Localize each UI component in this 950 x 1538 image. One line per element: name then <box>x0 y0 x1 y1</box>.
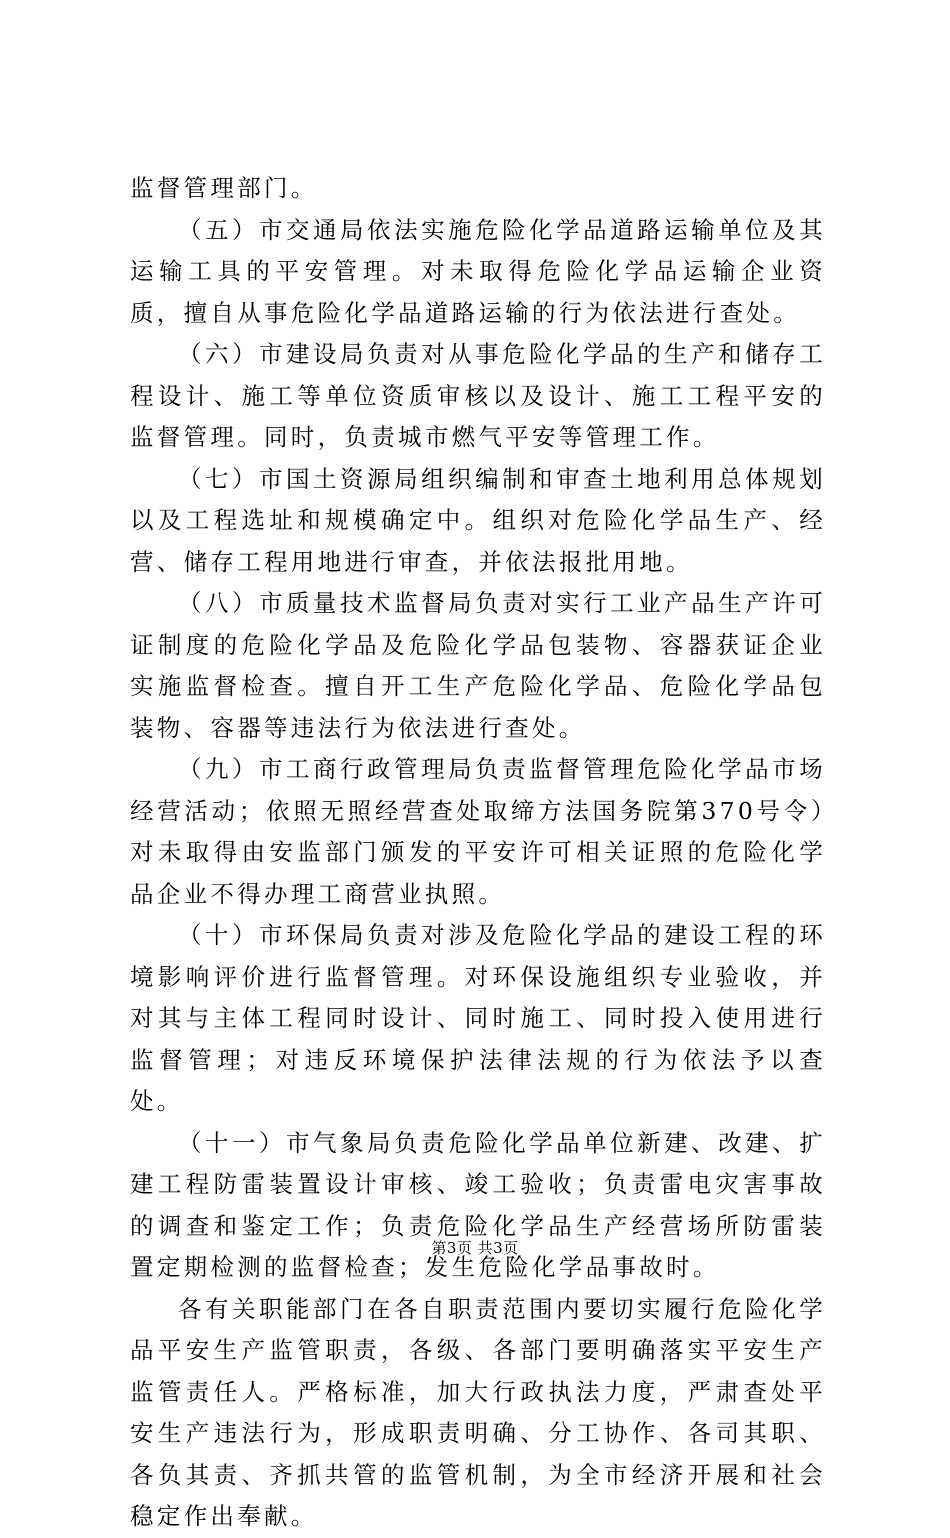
paragraph-closing-summary: 各有关职能部门在各自职责范围内要切实履行危险化学品平安生产监管职责，各级、各部门要明确落实平安生产监管责任人。严格标准，加大行政执法力度，严肃查处平安生产违法行为，形成职责明确、分工协作、各司其职、各负其责、齐抓共管的监管机制，为全市经济开展和社会稳定作出奉献。 <box>130 1294 826 1530</box>
page-number-footer: 第3页 共3页 <box>431 1239 519 1257</box>
paragraph-item-5-transport-bureau: （五）市交通局依法实施危险化学品道路运输单位及其运输工具的平安管理。对未取得危险化学品运输企业资质，擅自从事危险化学品道路运输的行为依法进行查处。 <box>130 215 826 327</box>
paragraph-continuation: 监督管理部门。 <box>130 174 318 202</box>
paragraph-item-11-meteorological-bureau: （十一）市气象局负责危险化学品单位新建、改建、扩建工程防雷装置设计审核、竣工验收；负责雷电灾害事故的调查和鉴定工作；负责危险化学品生产经营场所防雷装置定期检测的监督检查；发生危险化学品事故时。 <box>130 1128 826 1281</box>
paragraph-item-7-land-resources-bureau: （七）市国土资源局组织编制和审查土地利用总体规划以及工程选址和规模确定中。组织对危险化学品生产、经营、储存工程用地进行审查，并依法报批用地。 <box>130 464 826 576</box>
paragraph-item-9-industry-commerce-bureau: （九）市工商行政管理局负责监督管理危险化学品市场经营活动；依照无照经营查处取缔方法国务院第370号令）对未取得由安监部门颁发的平安许可相关证照的危险化学品企业不得办理工商营业执照。 <box>130 755 826 908</box>
paragraph-item-6-construction-bureau: （六）市建设局负责对从事危险化学品的生产和储存工程设计、施工等单位资质审核以及设计、施工工程平安的监督管理。同时，负责城市燃气平安等管理工作。 <box>130 340 826 451</box>
paragraph-item-10-environmental-bureau: （十）市环保局负责对涉及危险化学品的建设工程的环境影响评价进行监督管理。对环保设施组织专业验收，并对其与主体工程同时设计、同时施工、同时投入使用进行监督管理；对违反环境保护法律法规的行为依法予以查处。 <box>130 921 826 1115</box>
document-body <box>130 168 826 1538</box>
paragraph-item-8-quality-supervision-bureau: （八）市质量技术监督局负责对实行工业产品生产许可证制度的危险化学品及危险化学品包装物、容器获证企业实施监督检查。擅自开工生产危险化学品、危险化学品包装物、容器等违法行为依法进行查处。 <box>130 589 826 742</box>
